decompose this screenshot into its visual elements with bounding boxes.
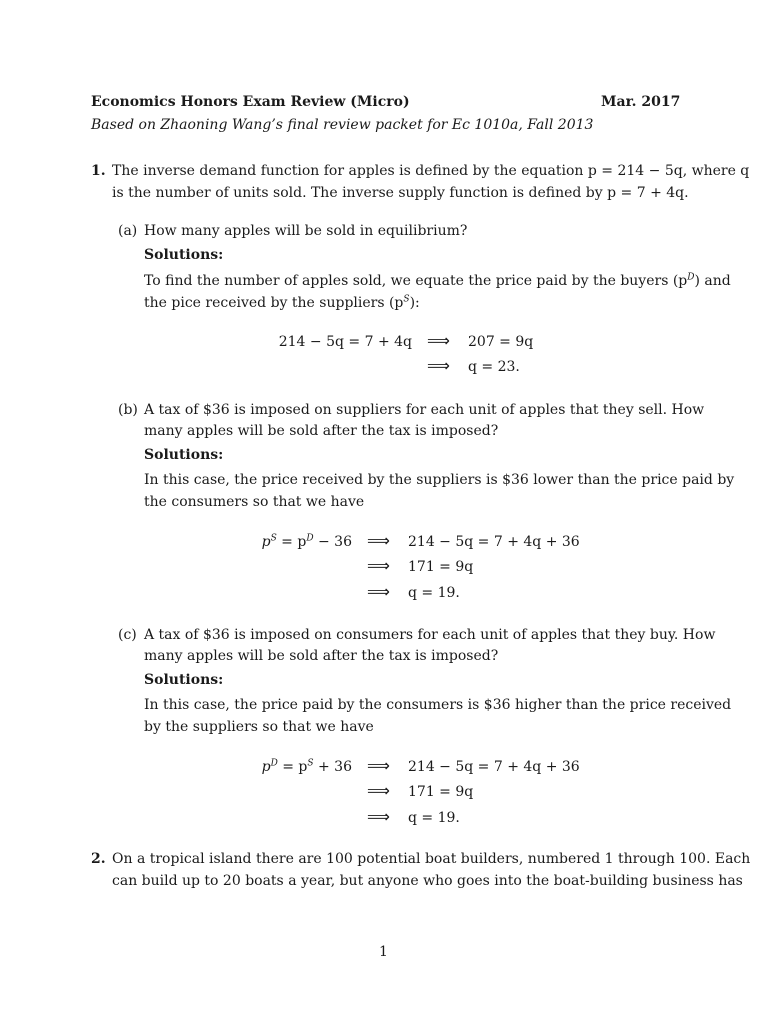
part-a-question: How many apples will be sold in equilibrium? bbox=[144, 223, 468, 239]
document-date: Mar. 2017 bbox=[601, 94, 681, 110]
part-c-label: (c) bbox=[118, 627, 137, 643]
part-c-eq-end: + 36 bbox=[313, 759, 352, 775]
part-b-equation-1-right: 214 − 5q = 7 + 4q + 36 bbox=[408, 534, 580, 550]
page-number: 1 bbox=[379, 944, 388, 960]
part-c-question-line-1: A tax of $36 is imposed on consumers for each unit of apples that they buy. How bbox=[144, 627, 716, 643]
part-a-text-1: To find the number of apples sold, we equate the price paid by the buyers (p bbox=[144, 273, 688, 289]
part-b-question-line-1: A tax of $36 is imposed on suppliers for each unit of apples that they sell. How bbox=[144, 402, 705, 418]
implies-arrow: ⟹ bbox=[367, 756, 390, 775]
part-a-equation-1-right: 207 = 9q bbox=[468, 334, 534, 350]
part-a-text-1-end: ) and bbox=[694, 273, 731, 289]
part-b-equation-1-left bbox=[220, 531, 352, 553]
part-b-label: (b) bbox=[118, 402, 138, 418]
part-c-eq-sup-d: D bbox=[270, 758, 278, 769]
question-1-line-2: is the number of units sold. The inverse supply function is defined by p = 7 + 4q. bbox=[112, 185, 689, 201]
part-a-label: (a) bbox=[118, 223, 138, 239]
part-c-solution-line-2: by the suppliers so that we have bbox=[144, 719, 374, 735]
part-c-eq-sup-s: S bbox=[307, 758, 314, 769]
part-c-eq-p1: p bbox=[261, 759, 271, 775]
part-c-equation-1-left bbox=[220, 756, 352, 778]
part-b-eq-mid: = p bbox=[276, 534, 307, 550]
implies-arrow: ⟹ bbox=[367, 531, 390, 550]
part-c-solutions-label: Solutions: bbox=[144, 672, 224, 688]
implies-arrow: ⟹ bbox=[367, 781, 390, 800]
part-a-sup-d: D bbox=[687, 272, 695, 283]
part-b-equation-3-right: q = 19. bbox=[408, 585, 460, 601]
part-c-solution-line-1: In this case, the price paid by the consumers is $36 higher than the price received bbox=[144, 697, 732, 713]
part-b-solution-line-1: In this case, the price received by the suppliers is $36 lower than the price paid by bbox=[144, 472, 735, 488]
part-c-equation-2-right: 171 = 9q bbox=[408, 784, 474, 800]
part-a-text-2: the pice received by the suppliers (p bbox=[144, 295, 404, 311]
implies-arrow: ⟹ bbox=[367, 556, 390, 575]
part-a-solutions-label: Solutions: bbox=[144, 247, 224, 263]
part-b-eq-p1: p bbox=[261, 534, 271, 550]
question-2-line-2: can build up to 20 boats a year, but anyone who goes into the boat-building business has bbox=[112, 873, 743, 889]
implies-arrow: ⟹ bbox=[427, 331, 450, 350]
part-c-equation-1-right: 214 − 5q = 7 + 4q + 36 bbox=[408, 759, 580, 775]
part-b-eq-sup-s: S bbox=[270, 533, 277, 544]
part-b-eq-sup-d: D bbox=[306, 533, 314, 544]
implies-arrow: ⟹ bbox=[427, 356, 450, 375]
part-c-eq-mid: = p bbox=[277, 759, 308, 775]
question-2-line-1: On a tropical island there are 100 potential boat builders, numbered 1 through 100. Each bbox=[112, 851, 751, 867]
part-c-question-line-2: many apples will be sold after the tax is imposed? bbox=[144, 648, 499, 664]
part-c-equation-3-right: q = 19. bbox=[408, 810, 460, 826]
question-1-line-1: The inverse demand function for apples is defined by the equation p = 214 − 5q, where q bbox=[112, 163, 750, 179]
part-b-equation-2-right: 171 = 9q bbox=[408, 559, 474, 575]
part-a-solution-line-2 bbox=[144, 292, 420, 314]
part-b-question-line-2: many apples will be sold after the tax is imposed? bbox=[144, 423, 499, 439]
part-a-text-2-end: ): bbox=[409, 295, 420, 311]
part-a-equation-2-right: q = 23. bbox=[468, 359, 520, 375]
question-1-number: 1. bbox=[91, 163, 106, 179]
part-a-solution-line-1 bbox=[144, 270, 731, 292]
question-2-number: 2. bbox=[91, 851, 106, 867]
part-b-solutions-label: Solutions: bbox=[144, 447, 224, 463]
document-title: Economics Honors Exam Review (Micro) bbox=[91, 94, 410, 110]
part-b-eq-end: − 36 bbox=[313, 534, 352, 550]
part-a-sup-s: S bbox=[403, 294, 410, 305]
document-subtitle: Based on Zhaoning Wang’s final review packet for Ec 1010a, Fall 2013 bbox=[91, 117, 594, 133]
part-a-equation-1-left: 214 − 5q = 7 + 4q bbox=[278, 334, 412, 350]
implies-arrow: ⟹ bbox=[367, 582, 390, 601]
part-b-solution-line-2: the consumers so that we have bbox=[144, 494, 365, 510]
implies-arrow: ⟹ bbox=[367, 807, 390, 826]
